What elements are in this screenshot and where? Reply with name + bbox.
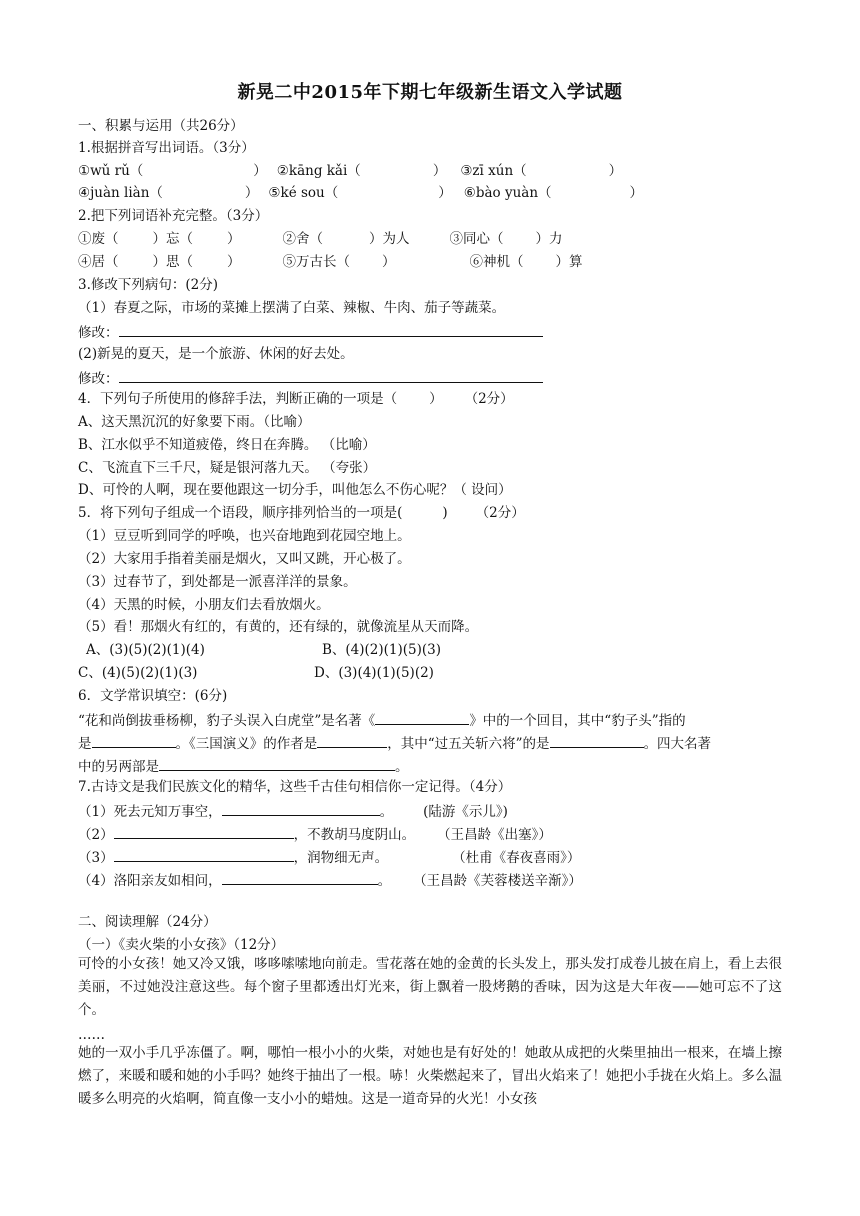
q5-sentence-5: （5）看！那烟火有红的，有黄的，还有绿的，就像流星从天而降。 xyxy=(78,619,479,635)
q7-poem3: （3） ，润物细无声。 （杜甫《春夜喜雨》） xyxy=(78,847,580,867)
q2-item4a: ④居（ xyxy=(78,254,119,270)
reading-subheading: （一）《卖火柴的小女孩》（12分） xyxy=(78,937,285,953)
q2-item6a: ⑥神机（ xyxy=(469,254,524,270)
q7-poem4: （4）洛阳亲友如相问， 。 （王昌龄《芙蓉楼送辛渐》） xyxy=(78,870,582,890)
q6-blank-leopardhead[interactable] xyxy=(92,733,176,748)
q1-item4: ④juàn liàn（ xyxy=(78,185,163,201)
q7-blank1[interactable] xyxy=(222,801,380,816)
q7-blank4[interactable] xyxy=(222,870,378,885)
q5-sentence-3: （3）过春节了，到处都是一派喜洋洋的景象。 xyxy=(78,574,357,590)
q7-blank2[interactable] xyxy=(114,824,294,839)
q4-stem: 4．下列句子所使用的修辞手法，判断正确的一项是（ ） （2分） xyxy=(78,391,514,407)
q1-stem: 1.根据拼音写出词语。（3分） xyxy=(78,140,255,156)
q4-option-b: B、江水似乎不知道疲倦，终日在奔腾。 （比喻） xyxy=(78,437,376,453)
q6-line1: “花和尚倒拔垂杨柳，豹子头误入白虎堂”是名著《 》中的一个回目，其中“豹子头”指的 xyxy=(78,710,686,730)
q5-sentence-4: （4）天黑的时候，小朋友们去看放烟火。 xyxy=(78,597,330,613)
q1-item1: ①wǔ rǔ（ xyxy=(78,163,144,179)
q3-sentence2: (2)新晃的夏天，是一个旅游、休闲的好去处。 xyxy=(78,346,354,362)
q2-row1: ①废（ ）忘（ ） ②舍（ ）为人 ③同心（ ）力 xyxy=(78,231,563,247)
q6-blank-hero[interactable] xyxy=(550,733,644,748)
q5-option-c: C、(4)(5)(2)(1)(3) xyxy=(78,665,198,681)
q4-option-a: A、这天黑沉沉的好象要下雨。（比喻） xyxy=(78,414,311,430)
q7-poem1: （1）死去元知万事空， 。 (陆游《示儿》) xyxy=(78,801,508,821)
q2-row2: ④居（ ）思（ ） ⑤万古长（ ） ⑥神机（ ）算 xyxy=(78,254,583,270)
exam-title: 新晃二中2015年下期七年级新生语文入学试题 xyxy=(237,82,623,103)
q7-blank3[interactable] xyxy=(114,847,294,862)
reading-ellipsis: …… xyxy=(78,1027,105,1043)
q5-sentence-1: （1）豆豆听到同学的呼唤，也兴奋地跑到花园空地上。 xyxy=(78,528,411,544)
q1-row1: ①wǔ rǔ（ ） ②kāng kǎi（ ） ③zī xún（ ） xyxy=(78,163,623,179)
q2-item2a: ②舍（ xyxy=(282,231,323,247)
q2-item1a: ①废（ xyxy=(78,231,119,247)
q7-stem: 7.古诗文是我们民族文化的精华，这些千古佳句相信你一定记得。（4分） xyxy=(78,779,512,795)
q1-item2: ②kāng kǎi（ xyxy=(276,163,361,179)
q3-stem: 3.修改下列病句：(2分) xyxy=(78,277,219,293)
q1-item6: ⑥bào yuàn（ xyxy=(463,185,552,201)
q6-line3: 中的另两部是 。 xyxy=(78,756,409,776)
q6-blank-author[interactable] xyxy=(317,733,387,748)
q5-option-b: B、(4)(2)(1)(5)(3) xyxy=(322,642,442,658)
q5-option-a: A、(3)(5)(2)(1)(4) xyxy=(86,642,205,658)
q4-option-c: C、飞流直下三千尺，疑是银河落九天。 （夸张） xyxy=(78,460,377,476)
section1-heading: 一、积累与运用（共26分） xyxy=(78,118,244,134)
q4-option-d: D、可怜的人啊，现在要他跟这一切分手，叫他怎么不伤心呢？（ 设问） xyxy=(78,482,512,498)
q3-fix1-blank[interactable] xyxy=(119,322,543,337)
q3-sentence1: （1）春夏之际，市场的菜摊上摆满了白菜、辣椒、牛肉、茄子等蔬菜。 xyxy=(78,300,506,316)
q6-blank-other-two[interactable] xyxy=(159,756,395,771)
reading-paragraph-2: 她的一双小手几乎冻僵了。啊，哪怕一根小小的火柴，对她也是有好处的！她敢从成把的火柴里抽出一根来，在墙上擦燃了，来暖和暖和她的小手吗？她终于抽出了一根。哧！火柴燃起来了，冒出火焰来了！她把小手拢在火焰上。多么温暖多么明亮的火焰啊，简直像一支小小的蜡烛。这是一道奇异的火光！小女孩 xyxy=(78,1045,782,1107)
q6-stem: 6．文学常识填空：(6分) xyxy=(78,688,228,704)
section2-heading: 二、阅读理解（24分） xyxy=(78,914,217,930)
q2-item5a: ⑤万古长（ xyxy=(282,254,350,270)
q1-item5: ⑤ké sou（ xyxy=(268,185,339,201)
q1-row2: ④juàn liàn（ ） ⑤ké sou（ ） ⑥bào yuàn（ ） xyxy=(78,185,644,201)
q5-option-d: D、(3)(4)(1)(5)(2) xyxy=(314,665,434,681)
q3-fix2-blank[interactable] xyxy=(119,368,543,383)
q2-stem: 2.把下列词语补充完整。（3分） xyxy=(78,208,269,224)
reading-paragraph-1: 可怜的小女孩！她又冷又饿，哆哆嗦嗦地向前走。雪花落在她的金黄的长头发上，那头发打成卷儿披在肩上，看上去很美丽，不过她没注意这些。每个窗子里都透出灯光来，街上飘着一股烤鹅的香味，因为这是大年夜——她可忘不了这个。 xyxy=(78,956,782,1018)
q6-blank-novel[interactable] xyxy=(375,710,469,725)
q2-item3a: ③同心（ xyxy=(449,231,504,247)
q5-stem: 5．将下列句子组成一个语段，顺序排列恰当的一项是( ) （2分） xyxy=(78,505,525,521)
q6-line2: 是 。《三国演义》的作者是 ，其中“过五关斩六将”的是 。四大名著 xyxy=(78,733,711,753)
q1-item3: ③zī xún（ xyxy=(460,163,527,179)
q7-poem2: （2） ，不教胡马度阴山。 （王昌龄《出塞》） xyxy=(78,824,552,844)
q3-fix1: 修改： xyxy=(78,322,543,342)
q3-fix2: 修改： xyxy=(78,368,543,388)
q5-sentence-2: （2）大家用手指着美丽是烟火，又叫又跳，开心极了。 xyxy=(78,551,411,567)
